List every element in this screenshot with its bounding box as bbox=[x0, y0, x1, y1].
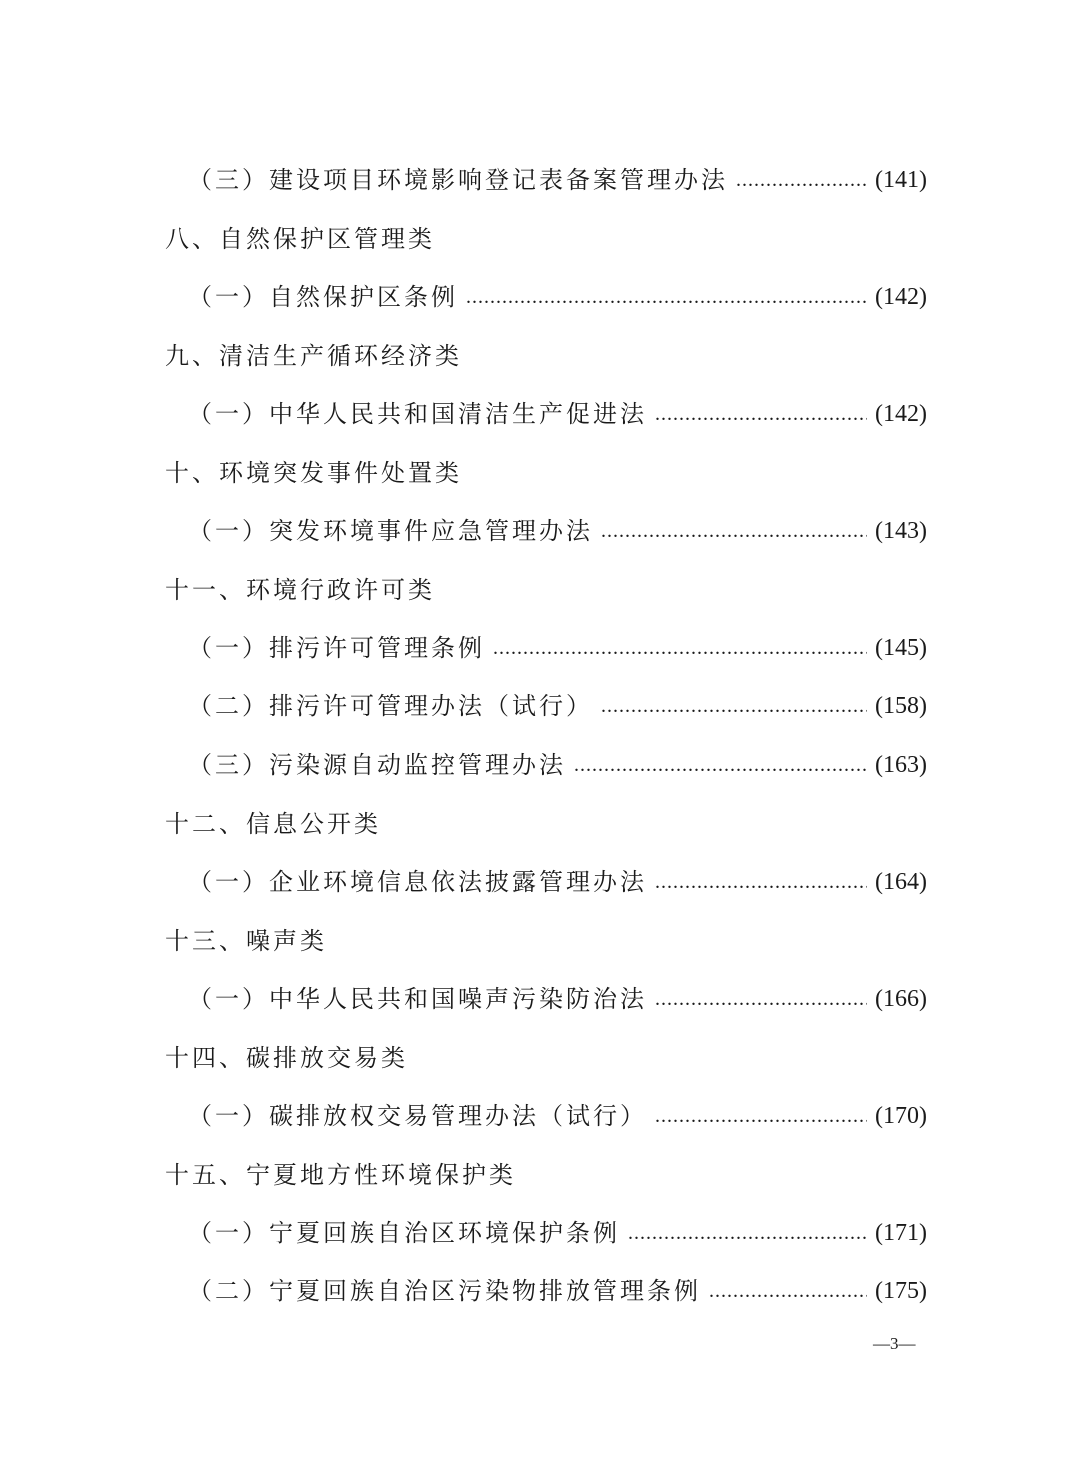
toc-section-heading bbox=[165, 1038, 927, 1078]
toc-page-number: (170) bbox=[875, 1103, 927, 1129]
toc-entry-title: （一）碳排放权交易管理办法（试行） bbox=[188, 1102, 647, 1130]
toc-entry-title: （二）宁夏回族自治区污染物排放管理条例 bbox=[188, 1277, 701, 1305]
toc-page-number: (142) bbox=[875, 284, 927, 310]
toc-entry bbox=[188, 628, 927, 668]
toc-entry-title: （一）企业环境信息依法披露管理办法 bbox=[188, 868, 647, 896]
toc-page-number: (171) bbox=[875, 1220, 927, 1246]
dot-leader bbox=[574, 745, 867, 785]
toc-section-heading bbox=[165, 336, 927, 376]
toc-entry-title: （一）中华人民共和国噪声污染防治法 bbox=[188, 985, 647, 1013]
dot-leader bbox=[655, 394, 867, 434]
section-title: 十、环境突发事件处置类 bbox=[165, 459, 462, 487]
section-title: 十四、碳排放交易类 bbox=[165, 1044, 408, 1072]
toc-page-number: (142) bbox=[875, 401, 927, 427]
toc-entry bbox=[188, 862, 927, 902]
dot-leader bbox=[709, 1271, 867, 1311]
dot-leader bbox=[628, 1213, 867, 1253]
toc-entry bbox=[188, 745, 927, 785]
dot-leader bbox=[736, 160, 867, 200]
toc-page-number: (141) bbox=[875, 167, 927, 193]
dot-leader bbox=[655, 862, 867, 902]
toc-entry-title: （一）排污许可管理条例 bbox=[188, 634, 485, 662]
toc-section-heading bbox=[165, 570, 927, 610]
section-title: 十二、信息公开类 bbox=[165, 810, 381, 838]
toc-page-number: (163) bbox=[875, 752, 927, 778]
toc-section-heading bbox=[165, 453, 927, 493]
toc-entry bbox=[188, 686, 927, 726]
section-title: 十一、环境行政许可类 bbox=[165, 576, 435, 604]
toc-section-heading bbox=[165, 804, 927, 844]
toc-entry bbox=[188, 160, 927, 200]
section-title: 十五、宁夏地方性环境保护类 bbox=[165, 1161, 516, 1189]
section-title: 十三、噪声类 bbox=[165, 927, 327, 955]
dot-leader bbox=[655, 979, 867, 1019]
toc-page-number: (145) bbox=[875, 635, 927, 661]
dot-leader bbox=[655, 1096, 867, 1136]
toc-entry-title: （一）中华人民共和国清洁生产促进法 bbox=[188, 400, 647, 428]
toc-page-number: (164) bbox=[875, 869, 927, 895]
page-number-footer: —3— bbox=[873, 1334, 916, 1353]
section-title: 九、清洁生产循环经济类 bbox=[165, 342, 462, 370]
toc-entry-title: （二）排污许可管理办法（试行） bbox=[188, 692, 593, 720]
toc-section-heading bbox=[165, 1155, 927, 1195]
toc-entry bbox=[188, 277, 927, 317]
toc-entry-title: （一）宁夏回族自治区环境保护条例 bbox=[188, 1219, 620, 1247]
toc-page-number: (175) bbox=[875, 1278, 927, 1304]
toc-page-number: (158) bbox=[875, 693, 927, 719]
toc-entry bbox=[188, 394, 927, 434]
toc-entry bbox=[188, 979, 927, 1019]
dot-leader bbox=[601, 686, 867, 726]
toc-entry bbox=[188, 1213, 927, 1253]
toc-entry-title: （一）突发环境事件应急管理办法 bbox=[188, 517, 593, 545]
toc-entry-title: （三）污染源自动监控管理办法 bbox=[188, 751, 566, 779]
dot-leader bbox=[493, 628, 867, 668]
toc-entry-title: （三）建设项目环境影响登记表备案管理办法 bbox=[188, 166, 728, 194]
toc-entry-title: （一）自然保护区条例 bbox=[188, 283, 458, 311]
toc-entry bbox=[188, 511, 927, 551]
toc-section-heading bbox=[165, 219, 927, 259]
toc-page-number: (166) bbox=[875, 986, 927, 1012]
dot-leader bbox=[466, 277, 867, 317]
toc-entry bbox=[188, 1271, 927, 1311]
section-title: 八、自然保护区管理类 bbox=[165, 225, 435, 253]
toc-section-heading bbox=[165, 921, 927, 961]
toc-page-number: (143) bbox=[875, 518, 927, 544]
toc-entry bbox=[188, 1096, 927, 1136]
dot-leader bbox=[601, 511, 867, 551]
